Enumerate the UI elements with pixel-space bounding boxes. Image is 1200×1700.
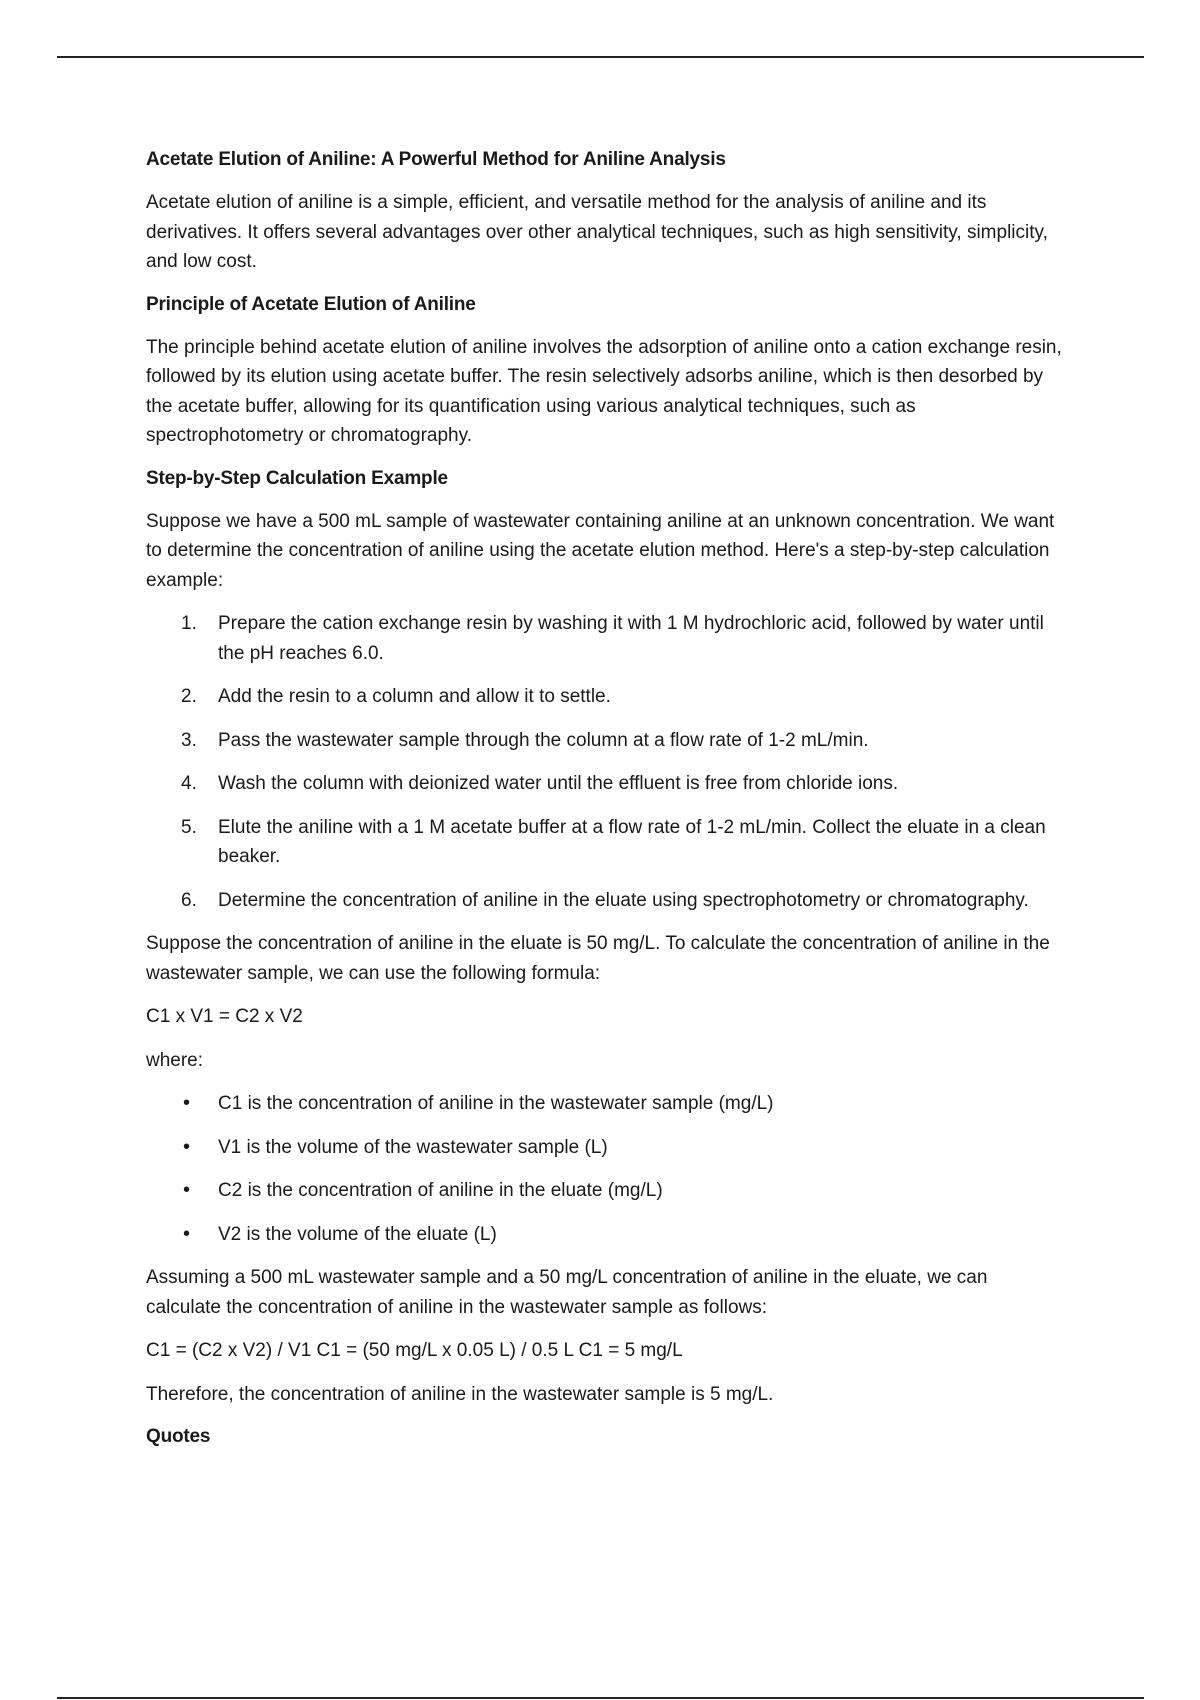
conclusion-paragraph: Therefore, the concentration of aniline in the wastewater sample is 5 mg/L. (146, 1383, 774, 1405)
list-item (146, 1133, 1066, 1163)
principle-heading: Principle of Acetate Elution of Aniline (146, 293, 476, 315)
intro-paragraph: Acetate elution of aniline is a simple, efficient, and versatile method for the analysis of aniline and its derivatives. It offers several advantages over other analytical techniques, such as high sensitivity, simplicity, and low cost. (146, 192, 1048, 272)
step-number: 6. (181, 889, 197, 911)
step-text: Wash the column with deionized water until the effluent is free from chloride ions. (218, 773, 899, 794)
definition-text: V2 is the volume of the eluate (L) (218, 1223, 497, 1245)
step-text: Prepare the cation exchange resin by washing it with 1 M hydrochloric acid, followed by water until the pH reaches 6.0. (218, 613, 1044, 664)
step-text: Elute the aniline with a 1 M acetate buffer at a flow rate of 1-2 mL/min. Collect the eluate in a clean beaker. (218, 816, 1046, 867)
list-item (146, 1089, 1066, 1119)
bullet-icon: • (183, 1179, 191, 1201)
suppose-paragraph: Suppose the concentration of aniline in the eluate is 50 mg/L. To calculate the concentration of aniline in the wastewater sample, we can use the following formula: (146, 933, 1050, 984)
steps-list (146, 609, 1066, 915)
document-body (146, 146, 1066, 1465)
list-item (146, 886, 1066, 916)
step-number: 3. (181, 729, 197, 751)
step-number: 1. (181, 613, 197, 634)
list-item (146, 609, 1066, 668)
list-item (146, 1176, 1066, 1206)
quotes-heading: Quotes (146, 1426, 211, 1447)
step-text: Pass the wastewater sample through the column at a flow rate of 1-2 mL/min. (218, 729, 869, 751)
where-label: where: (146, 1049, 204, 1071)
bullet-icon: • (183, 1092, 191, 1114)
step-text: Determine the concentration of aniline in the eluate using spectrophotometry or chromatography. (218, 889, 1029, 911)
calculation: C1 = (C2 x V2) / V1 C1 = (50 mg/L x 0.05 L) / 0.5 L C1 = 5 mg/L (146, 1340, 683, 1361)
definition-text: C2 is the concentration of aniline in the eluate (mg/L) (218, 1180, 663, 1201)
bullet-icon: • (183, 1222, 191, 1245)
step-number: 5. (181, 816, 197, 838)
formula: C1 x V1 = C2 x V2 (146, 1006, 303, 1027)
footer-rule (57, 1697, 1144, 1699)
step-number: 4. (181, 773, 197, 794)
bullet-icon: • (183, 1135, 191, 1158)
example-intro-paragraph: Suppose we have a 500 mL sample of wastewater containing aniline at an unknown concentration. We want to determine the concentration of aniline using the acetate elution method. Here's a step-by-step calculation example: (146, 510, 1055, 591)
list-item (146, 1220, 1066, 1250)
definitions-list (146, 1089, 1066, 1249)
definition-text: C1 is the concentration of aniline in the wastewater sample (mg/L) (218, 1093, 774, 1114)
list-item (146, 769, 1066, 799)
document-title: Acetate Elution of Aniline: A Powerful Method for Aniline Analysis (146, 149, 726, 170)
list-item (146, 726, 1066, 756)
header-rule (57, 56, 1144, 58)
step-text: Add the resin to a column and allow it to settle. (218, 686, 611, 707)
list-item (146, 682, 1066, 712)
list-item (146, 813, 1066, 872)
step-number: 2. (181, 686, 197, 707)
assuming-paragraph: Assuming a 500 mL wastewater sample and a 50 mg/L concentration of aniline in the eluate, we can calculate the concentration of aniline in the wastewater sample as follows: (146, 1267, 988, 1318)
example-heading: Step-by-Step Calculation Example (146, 467, 448, 489)
principle-paragraph: The principle behind acetate elution of aniline involves the adsorption of aniline onto a cation exchange resin, followed by its elution using acetate buffer. The resin selectively adsorbs aniline, which is then desorbed by the acetate buffer, allowing for its quantification using various analytical techniques, such as spectrophotometry or chromatography. (146, 336, 1062, 446)
definition-text: V1 is the volume of the wastewater sample (L) (218, 1136, 608, 1158)
